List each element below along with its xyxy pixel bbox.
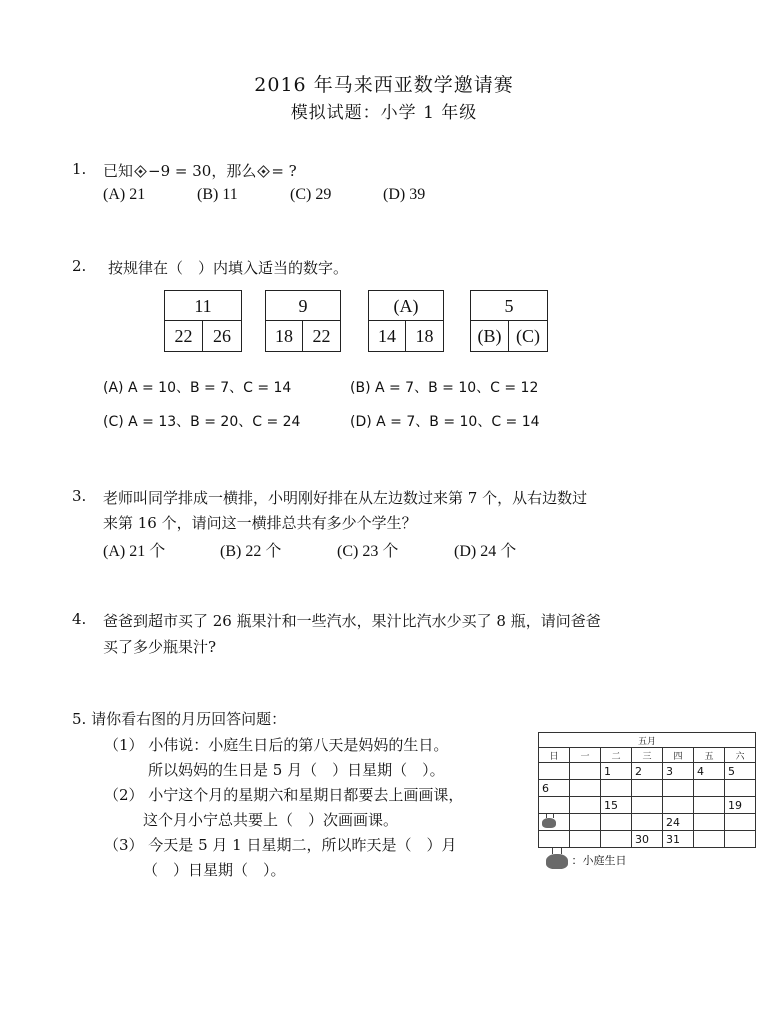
- calendar-weekday: 一: [570, 748, 601, 763]
- calendar-day: 5: [725, 763, 756, 780]
- calendar-day: [570, 797, 601, 814]
- q1-text-mid: −9 = 30，那么: [148, 162, 257, 180]
- calendar-weekday: 五: [694, 748, 725, 763]
- q2-text: 按规律在（ ）内填入适当的数字。: [108, 259, 349, 277]
- calendar-day: 24: [663, 814, 694, 831]
- q2-option-c: (C) A = 13、B = 20、C = 24: [103, 414, 301, 430]
- calendar-day: [632, 814, 663, 831]
- calendar-month: 五月: [539, 733, 756, 748]
- calendar-day: [725, 831, 756, 848]
- calendar-weekday: 四: [663, 748, 694, 763]
- calendar-legend-text: ：小庭生日: [571, 854, 627, 867]
- calendar-weekday: 二: [601, 748, 632, 763]
- q5-sub1-line1: （1） 小伟说：小庭生日后的第八天是妈妈的生日。: [104, 736, 449, 754]
- calendar-day: [632, 780, 663, 797]
- page-title: 2016 年马来西亚数学邀请赛: [254, 74, 514, 96]
- q2-option-b: (B) A = 7、B = 10、C = 12: [350, 380, 539, 396]
- calendar-day: [632, 797, 663, 814]
- calendar-legend: [546, 852, 627, 869]
- pattern-box-right: 18: [415, 326, 434, 346]
- pattern-box-top: 5: [471, 291, 547, 321]
- pattern-box-left: 22: [165, 321, 203, 351]
- calendar-day: [570, 814, 601, 831]
- calendar-weekday: 六: [725, 748, 756, 763]
- q5-sub1-line2: 所以妈妈的生日是 5 月（ ）日星期（ ）。: [148, 761, 445, 779]
- q5-intro: 5. 请你看右图的月历回答问题：: [72, 710, 287, 728]
- pattern-box-left: 14: [369, 321, 406, 351]
- diamond-symbol-icon: [134, 165, 147, 178]
- q3-number: 3.: [72, 487, 87, 505]
- pattern-box-right: (C): [516, 326, 540, 346]
- q4-text-line2: 买了多少瓶果汁?: [103, 638, 217, 656]
- q5-sub3-line1: （3） 今天是 5 月 1 日星期二，所以昨天是（ ）月: [104, 836, 457, 854]
- calendar-day: [601, 814, 632, 831]
- q3-option-c: (C) 23 个: [337, 543, 399, 560]
- q5-sub2-line2: 这个月小宁总共要上（ ）次画画课。: [143, 811, 399, 829]
- q3-option-d: (D) 24 个: [454, 543, 517, 560]
- calendar-day: [663, 797, 694, 814]
- pattern-box-3: [368, 290, 444, 352]
- calendar-day: [539, 797, 570, 814]
- calendar-day: [570, 831, 601, 848]
- calendar-day: [694, 814, 725, 831]
- calendar-day: [725, 780, 756, 797]
- q5-sub2-line1: （2） 小宁这个月的星期六和星期日都要去上画画课，: [104, 786, 464, 804]
- pattern-box-1: [164, 290, 242, 352]
- calendar-day-birthday: [539, 814, 570, 831]
- pattern-box-top: 9: [266, 291, 340, 321]
- q1-option-c: (C) 29: [290, 186, 332, 203]
- calendar-weekday: 三: [632, 748, 663, 763]
- calendar-day: 30: [632, 831, 663, 848]
- calendar-day: [663, 780, 694, 797]
- calendar-day: [539, 763, 570, 780]
- calendar-day: [694, 797, 725, 814]
- page-subtitle: 模拟试题：小学 1 年级: [290, 103, 478, 123]
- pattern-box-right: 26: [213, 326, 231, 346]
- q2-option-a: (A) A = 10、B = 7、C = 14: [103, 380, 292, 396]
- cake-icon: [546, 854, 568, 869]
- q1-text-post: = ?: [271, 162, 297, 180]
- calendar-day: [694, 780, 725, 797]
- q3-text-line1: 老师叫同学排成一横排，小明刚好排在从左边数过来第 7 个，从右边数过: [103, 489, 588, 507]
- calendar-day: 15: [601, 797, 632, 814]
- may-calendar: [538, 732, 756, 848]
- diamond-symbol-icon: [257, 165, 270, 178]
- q3-text-line2: 来第 16 个，请问这一横排总共有多少个学生？: [103, 514, 417, 532]
- q2-number: 2.: [72, 257, 87, 275]
- calendar-day: [694, 831, 725, 848]
- calendar-day: [570, 763, 601, 780]
- q5-sub3-line2: （ ）日星期（ ）。: [143, 861, 286, 879]
- q4-text-line1: 爸爸到超市买了 26 瓶果汁和一些汽水，果汁比汽水少买了 8 瓶，请问爸爸: [103, 612, 601, 630]
- pattern-box-4: [470, 290, 548, 352]
- pattern-box-top: (A): [369, 291, 443, 321]
- calendar-day: [601, 831, 632, 848]
- q1-number: 1.: [72, 160, 87, 178]
- calendar-day: [725, 814, 756, 831]
- q1-option-a: (A) 21: [103, 186, 146, 203]
- pattern-box-left: (B): [471, 321, 509, 351]
- q3-option-a: (A) 21 个: [103, 543, 166, 560]
- calendar-day: 31: [663, 831, 694, 848]
- calendar-weekday: 日: [539, 748, 570, 763]
- calendar-day: [570, 780, 601, 797]
- calendar-day: 3: [663, 763, 694, 780]
- cake-icon: [542, 818, 556, 828]
- q2-option-d: (D) A = 7、B = 10、C = 14: [350, 414, 540, 430]
- q1-text: [103, 160, 297, 181]
- q1-text-pre: 已知: [103, 162, 134, 180]
- pattern-box-left: 18: [266, 321, 303, 351]
- q1-option-d: (D) 39: [383, 186, 426, 203]
- pattern-box-2: [265, 290, 341, 352]
- q3-option-b: (B) 22 个: [220, 543, 282, 560]
- calendar-day: 2: [632, 763, 663, 780]
- calendar-day: 1: [601, 763, 632, 780]
- pattern-box-top: 11: [165, 291, 241, 321]
- q1-option-b: (B) 11: [197, 186, 238, 203]
- calendar-day: 4: [694, 763, 725, 780]
- calendar-day: [539, 831, 570, 848]
- calendar-day: 19: [725, 797, 756, 814]
- calendar-day: [601, 780, 632, 797]
- q4-number: 4.: [72, 610, 87, 628]
- pattern-box-right: 22: [312, 326, 331, 346]
- calendar-day: 6: [539, 780, 570, 797]
